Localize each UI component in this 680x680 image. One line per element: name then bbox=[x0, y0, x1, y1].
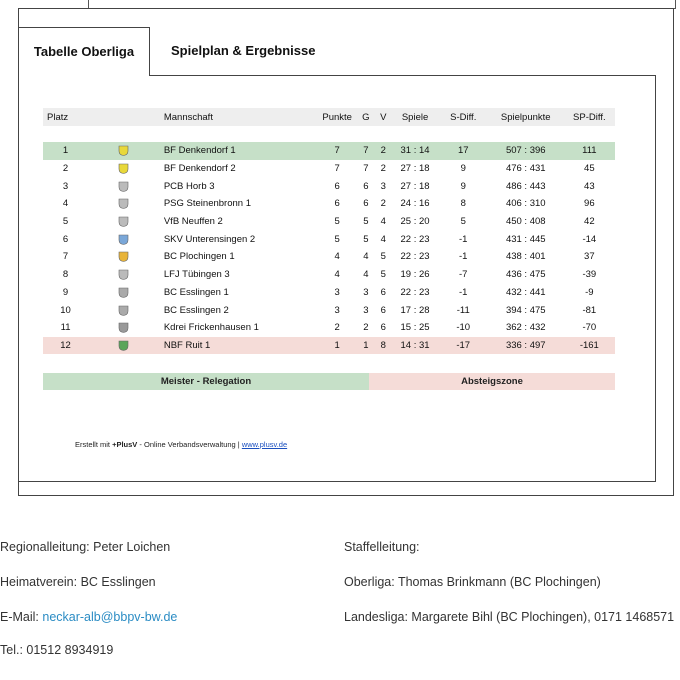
cell-spielpunkte: 486 : 443 bbox=[505, 180, 546, 192]
tab-content bbox=[19, 75, 656, 482]
cell-g: 3 bbox=[363, 286, 369, 298]
cell-team: PCB Horb 3 bbox=[163, 180, 215, 192]
cell-platz: 2 bbox=[62, 163, 69, 175]
cell-spiele: 19 : 26 bbox=[400, 269, 430, 281]
cell-sp-diff: 37 bbox=[584, 251, 595, 263]
legend-abstieg: Absteigszone bbox=[369, 373, 615, 390]
cell-punkte: 6 bbox=[334, 180, 340, 192]
header-g: G bbox=[357, 108, 375, 126]
table-header-row bbox=[43, 108, 615, 126]
cell-spiele: 22 : 23 bbox=[400, 286, 430, 298]
cell-spiele: 14 : 31 bbox=[391, 337, 438, 355]
cell-platz: 1 bbox=[43, 142, 88, 160]
cell-v: 5 bbox=[380, 251, 386, 263]
cell-g: 1 bbox=[357, 337, 375, 355]
cell-platz: 8 bbox=[62, 269, 69, 281]
table-row bbox=[43, 230, 615, 248]
cell-s-diff: -1 bbox=[459, 251, 468, 263]
table-row bbox=[43, 284, 615, 302]
cell-crest bbox=[88, 319, 160, 337]
cell-team: BF Denkendorf 2 bbox=[163, 163, 236, 175]
cell-g: 7 bbox=[357, 142, 375, 160]
zone-legend bbox=[43, 373, 615, 390]
cell-punkte: 5 bbox=[334, 233, 340, 245]
cell-spielpunkte: 336 : 497 bbox=[488, 337, 564, 355]
cell-spielpunkte: 450 : 408 bbox=[505, 216, 546, 228]
cell-crest bbox=[88, 177, 160, 195]
cell-team: PSG Steinenbronn 1 bbox=[163, 198, 251, 210]
phone-line: Tel.: 01512 8934919 bbox=[0, 643, 114, 657]
cell-s-diff: -1 bbox=[459, 233, 468, 245]
cell-platz: 12 bbox=[43, 337, 88, 355]
club-crest-icon bbox=[118, 234, 129, 245]
cell-spielpunkte: 431 : 445 bbox=[505, 233, 546, 245]
cell-s-diff: 9 bbox=[460, 180, 466, 192]
cell-spiele: 25 : 20 bbox=[400, 216, 430, 228]
standings-panel bbox=[18, 8, 674, 496]
cell-spiele: 15 : 25 bbox=[400, 322, 430, 334]
plusv-credit bbox=[75, 440, 287, 449]
cell-punkte: 3 bbox=[334, 286, 340, 298]
table-row bbox=[43, 337, 615, 355]
club-crest-icon bbox=[118, 305, 129, 316]
cell-spielpunkte: 394 : 475 bbox=[505, 304, 546, 316]
club-crest-icon bbox=[118, 340, 129, 351]
cell-platz: 5 bbox=[62, 216, 69, 228]
cell-spiele: 27 : 18 bbox=[400, 163, 430, 175]
cell-sp-diff: 43 bbox=[584, 180, 595, 192]
club-crest-icon bbox=[118, 269, 129, 280]
cell-sp-diff: 42 bbox=[584, 216, 595, 228]
cell-spielpunkte: 406 : 310 bbox=[505, 198, 546, 210]
cell-punkte: 7 bbox=[318, 142, 357, 160]
oberliga-leader: Oberliga: Thomas Brinkmann (BC Plochingen) bbox=[344, 575, 601, 589]
cell-g: 3 bbox=[363, 304, 369, 316]
tab-spielplan-ergebnisse[interactable]: Spielplan & Ergebnisse bbox=[171, 43, 316, 58]
cell-platz: 4 bbox=[62, 198, 69, 210]
cell-sp-diff: -70 bbox=[582, 322, 597, 334]
cell-team: NBF Ruit 1 bbox=[160, 337, 318, 355]
cell-g: 2 bbox=[363, 322, 369, 334]
table-row bbox=[43, 301, 615, 319]
credit-middle: - Online Verbandsverwaltung | bbox=[137, 440, 242, 449]
club-crest-icon bbox=[118, 251, 129, 262]
cell-v: 2 bbox=[380, 198, 386, 210]
cell-spiele: 22 : 23 bbox=[400, 251, 430, 263]
cell-team: BC Plochingen 1 bbox=[163, 251, 235, 263]
table-row bbox=[43, 160, 615, 178]
cell-v: 5 bbox=[380, 269, 386, 281]
cell-crest bbox=[88, 248, 160, 266]
header-mannschaft: Mannschaft bbox=[160, 108, 318, 126]
cell-sp-diff: -161 bbox=[564, 337, 615, 355]
cell-team: BF Denkendorf 1 bbox=[160, 142, 318, 160]
cell-spielpunkte: 436 : 475 bbox=[505, 269, 546, 281]
cell-s-diff: 5 bbox=[460, 216, 466, 228]
cell-punkte: 6 bbox=[334, 198, 340, 210]
cell-v: 6 bbox=[380, 286, 386, 298]
legend-meister: Meister - Relegation bbox=[43, 373, 369, 390]
header-platz: Platz bbox=[43, 108, 88, 126]
plusv-link[interactable]: www.plusv.de bbox=[241, 440, 288, 449]
cell-v: 6 bbox=[380, 322, 386, 334]
cell-punkte: 3 bbox=[334, 304, 340, 316]
header-spiele: Spiele bbox=[391, 108, 438, 126]
staffel-heading: Staffelleitung: bbox=[344, 540, 420, 554]
header-v: V bbox=[375, 108, 391, 126]
cell-s-diff: -11 bbox=[456, 304, 470, 316]
club-crest-icon bbox=[118, 163, 129, 174]
cell-punkte: 1 bbox=[318, 337, 357, 355]
cell-s-diff: -10 bbox=[456, 322, 471, 334]
cell-spiele: 24 : 16 bbox=[400, 198, 430, 210]
club-crest-icon bbox=[118, 198, 129, 209]
club-crest-icon bbox=[118, 322, 129, 333]
cell-punkte: 4 bbox=[334, 251, 340, 263]
cell-spielpunkte: 362 : 432 bbox=[505, 322, 546, 334]
cell-spiele: 27 : 18 bbox=[400, 180, 430, 192]
cell-team: SKV Unterensingen 2 bbox=[163, 233, 256, 245]
cell-sp-diff: -81 bbox=[582, 304, 597, 316]
cell-g: 6 bbox=[363, 180, 369, 192]
cell-g: 4 bbox=[363, 269, 369, 281]
table-row bbox=[43, 266, 615, 284]
cell-punkte: 4 bbox=[334, 269, 340, 281]
cell-platz: 9 bbox=[62, 286, 69, 298]
cell-spielpunkte: 432 : 441 bbox=[505, 286, 546, 298]
cell-team: Kdrei Frickenhausen 1 bbox=[163, 322, 259, 334]
table-row bbox=[43, 142, 615, 160]
cell-s-diff: 17 bbox=[439, 142, 488, 160]
cell-punkte: 7 bbox=[334, 163, 340, 175]
email-line bbox=[0, 610, 177, 624]
cell-punkte: 2 bbox=[334, 322, 340, 334]
cell-team: VfB Neuffen 2 bbox=[163, 216, 223, 228]
tab-tabelle-oberliga[interactable]: Tabelle Oberliga bbox=[19, 27, 150, 76]
table-row bbox=[43, 177, 615, 195]
cell-spiele: 17 : 28 bbox=[400, 304, 430, 316]
club-crest-icon bbox=[118, 216, 129, 227]
cell-sp-diff: -14 bbox=[582, 233, 597, 245]
header-punkte: Punkte bbox=[318, 108, 357, 126]
credit-prefix: Erstellt mit bbox=[75, 440, 113, 449]
cell-v: 8 bbox=[375, 337, 391, 355]
cell-sp-diff: 45 bbox=[584, 163, 595, 175]
cell-crest bbox=[88, 301, 160, 319]
cell-s-diff: -7 bbox=[459, 269, 468, 281]
cell-sp-diff: 96 bbox=[584, 198, 595, 210]
header-crest bbox=[88, 108, 160, 126]
cell-platz: 10 bbox=[60, 304, 71, 316]
cell-spielpunkte: 507 : 396 bbox=[488, 142, 564, 160]
cell-team: BC Esslingen 2 bbox=[163, 304, 229, 316]
cell-crest bbox=[88, 337, 160, 355]
header-gap bbox=[43, 126, 615, 142]
cell-sp-diff: -39 bbox=[582, 269, 597, 281]
cell-spielpunkte: 438 : 401 bbox=[505, 251, 546, 263]
cell-g: 7 bbox=[363, 163, 369, 175]
cell-crest bbox=[88, 160, 160, 178]
cell-punkte: 5 bbox=[334, 216, 340, 228]
cell-v: 6 bbox=[380, 304, 386, 316]
club-crest-icon bbox=[118, 181, 129, 192]
cell-crest bbox=[88, 230, 160, 248]
cell-v: 4 bbox=[380, 216, 386, 228]
cell-platz: 3 bbox=[62, 180, 69, 192]
cell-g: 5 bbox=[363, 233, 369, 245]
home-club: Heimatverein: BC Esslingen bbox=[0, 575, 156, 589]
cell-s-diff: -17 bbox=[439, 337, 488, 355]
cell-v: 2 bbox=[375, 142, 391, 160]
cell-g: 5 bbox=[363, 216, 369, 228]
plusv-brand: +PlusV bbox=[112, 440, 138, 449]
regional-leader: Regionalleitung: Peter Loichen bbox=[0, 540, 171, 554]
cell-crest bbox=[88, 266, 160, 284]
cell-crest bbox=[88, 284, 160, 302]
cell-crest bbox=[88, 213, 160, 231]
cell-v: 2 bbox=[380, 163, 386, 175]
cell-g: 4 bbox=[363, 251, 369, 263]
cell-platz: 6 bbox=[62, 233, 69, 245]
cell-crest bbox=[88, 195, 160, 213]
cell-spielpunkte: 476 : 431 bbox=[505, 163, 546, 175]
cell-spiele: 22 : 23 bbox=[400, 233, 430, 245]
table-row bbox=[43, 319, 615, 337]
table-row bbox=[43, 248, 615, 266]
cell-v: 4 bbox=[380, 233, 386, 245]
landesliga-leader: Landesliga: Margarete Bihl (BC Plochingen), 0171 1468571 bbox=[344, 610, 675, 624]
cell-s-diff: 8 bbox=[460, 198, 466, 210]
cell-s-diff: 9 bbox=[460, 163, 466, 175]
tab-bar bbox=[19, 27, 673, 75]
cell-s-diff: -1 bbox=[459, 286, 468, 298]
cell-platz: 7 bbox=[62, 251, 69, 263]
email-link[interactable]: neckar-alb@bbpv-bw.de bbox=[42, 610, 178, 624]
cell-platz: 11 bbox=[60, 322, 71, 334]
header-spielpunkte: Spielpunkte bbox=[488, 108, 564, 126]
table-row bbox=[43, 213, 615, 231]
cell-g: 6 bbox=[363, 198, 369, 210]
cell-team: LFJ Tübingen 3 bbox=[163, 269, 230, 281]
club-crest-icon bbox=[118, 145, 129, 156]
header-s-diff: S-Diff. bbox=[439, 108, 488, 126]
email-label: E-Mail: bbox=[0, 610, 43, 624]
cell-team: BC Esslingen 1 bbox=[163, 286, 229, 298]
cell-spiele: 31 : 14 bbox=[391, 142, 438, 160]
standings-rows bbox=[43, 142, 615, 354]
club-crest-icon bbox=[118, 287, 129, 298]
cell-sp-diff: 111 bbox=[564, 142, 615, 160]
standings-table bbox=[43, 108, 615, 354]
cell-v: 3 bbox=[380, 180, 386, 192]
header-sp-diff: SP-Diff. bbox=[564, 108, 615, 126]
cell-crest bbox=[88, 142, 160, 160]
cell-sp-diff: -9 bbox=[585, 286, 594, 298]
table-row bbox=[43, 195, 615, 213]
